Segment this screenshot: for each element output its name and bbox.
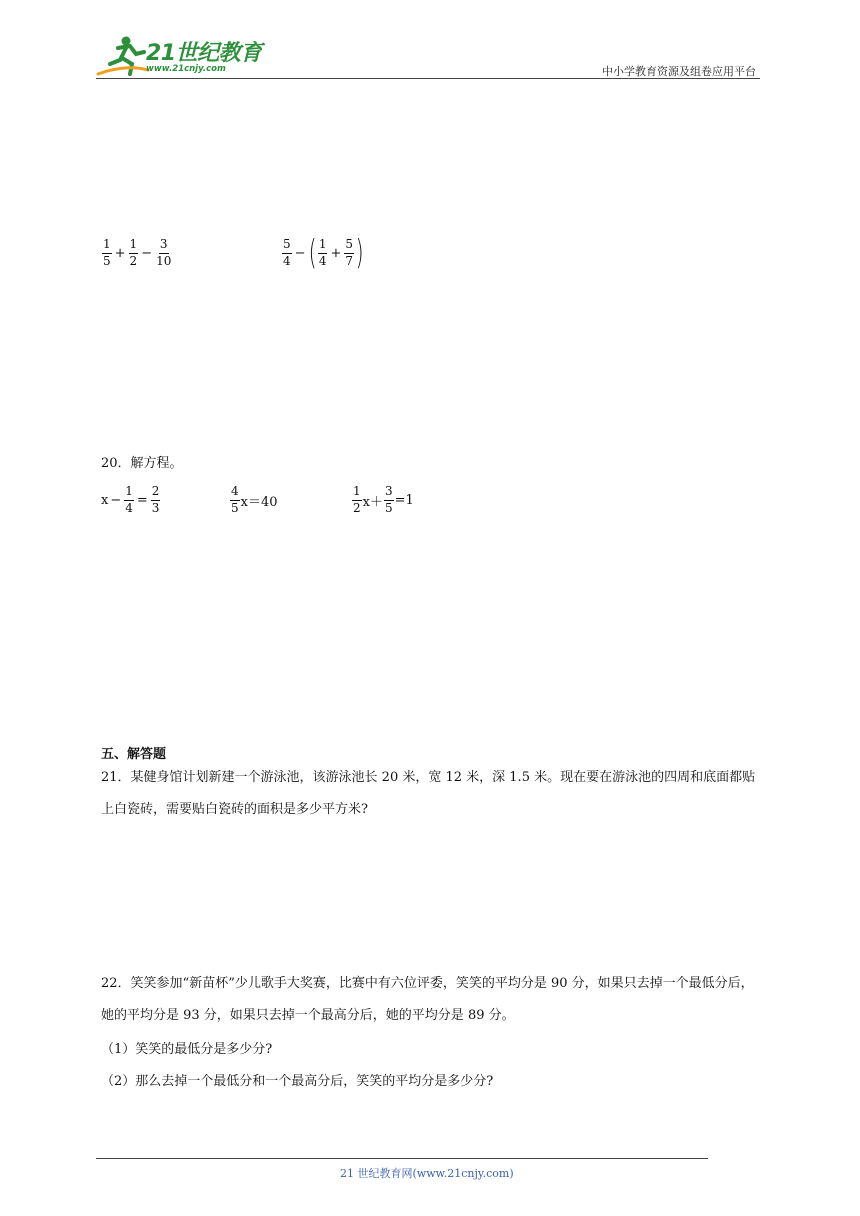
q20-equation-3: $\frac{1}{2}$ x＋ $\frac{3}{5}$ =1 [353,484,414,515]
fraction: $\frac{1}{2}$ [129,237,138,268]
fraction: $\frac{3}{10}$ [156,237,172,268]
q21-text: 21．某健身馆计划新建一个游泳池，该游泳池长 20 米，宽 12 米，深 1.5 米。现在要在游泳池的四周和底面都贴上白瓷砖，需要贴白瓷砖的面积是多少平方米? [101,770,756,817]
q20-equation-2: $\frac{4}{5}$ x＝40 [231,484,278,515]
fraction: $\frac{5}{4}$ [283,236,291,268]
logo-url: www.21cnjy.com [146,64,226,74]
fraction: $\frac{1}{2}$ [353,484,361,515]
q20-title: 20．解方程。 [101,456,183,471]
fraction: $\frac{2}{3}$ [151,484,160,515]
fraction: $\frac{1}{4}$ [125,484,133,515]
section-5-title: 五、解答题 [101,747,167,762]
fraction: $\frac{4}{5}$ [231,484,239,515]
right-paren: ) [355,233,364,273]
fraction: $\frac{3}{5}$ [384,484,393,515]
left-paren: ( [308,233,317,273]
logo-text: 21世纪教育 [146,41,262,66]
footer-divider [96,1158,708,1159]
q22-sub-2: （2）那么去掉一个最低分和一个最高分后，笑笑的平均分是多少分? [101,1074,494,1089]
fraction: $\frac{5}{7}$ [345,236,353,268]
q19-expression-1: $\frac{1}{5}$ + $\frac{1}{2}$ − $\frac{3}{10}$ [103,237,172,268]
q22-text: 22．笑笑参加“新苗杯”少儿歌手大奖赛，比赛中有六位评委，笑笑的平均分是 90 分，如果只去掉一个最低分后，她的平均分是 93 分，如果只去掉一个最高分后，她的平均分是 89 分。 [101,976,754,1023]
q20-equation-1: x − $\frac{1}{4}$ = $\frac{2}{3}$ [101,484,160,515]
footer-text: 21 世纪教育网(www.21cnjy.com) [340,1167,514,1180]
header-divider [96,78,760,79]
q22-sub-1: （1）笑笑的最低分是多少分? [101,1042,273,1057]
fraction: $\frac{1}{5}$ [103,237,111,268]
header-platform-text: 中小学教育资源及组卷应用平台 [602,65,756,78]
q19-expression-2: $\frac{5}{4}$ − ( $\frac{1}{4}$ + $\frac{5}{7}$ ) [283,233,364,273]
fraction: $\frac{1}{4}$ [318,236,327,268]
